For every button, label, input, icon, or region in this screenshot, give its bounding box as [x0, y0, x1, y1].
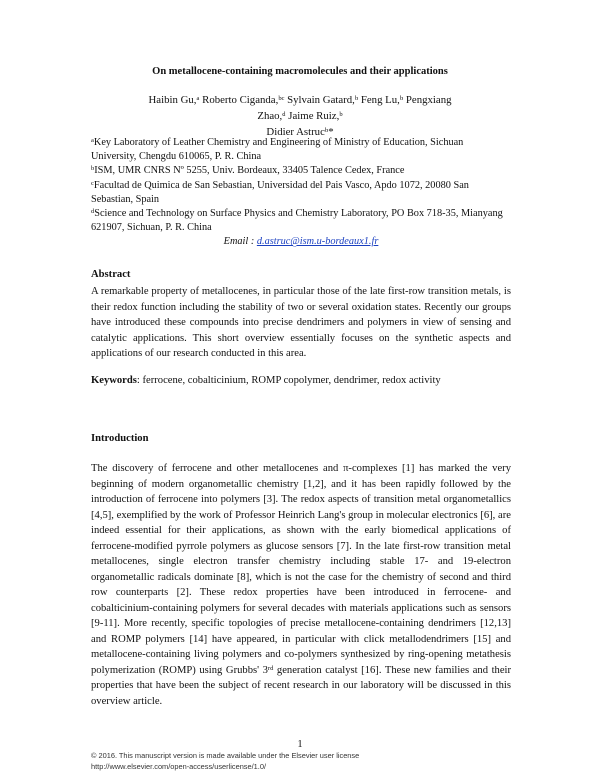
abstract-text: A remarkable property of metallocenes, in particular those of the late first-row transition metals, is their redox function including the stability of two or several oxidation states. Recently our groups have introduced these compounds into precise dendrimers and polymers in view of sensing and catalytic applications. This short overview essentially focuses on the synthetic aspects and applications of our research conducted in this area. — [91, 286, 511, 360]
email-link[interactable]: d.astruc@ism.u-bordeaux1.fr — [256, 236, 379, 248]
affiliation-c: $^c$Facultad de Quimica de San Sebastian, Universidad del Pais Vasco, Apdo 1072, 20080 San Sebastian, Spain — [91, 179, 469, 205]
authors-line-2: Didier Astrucᵇ* — [266, 126, 334, 138]
paper-title: On metallocene-containing macromolecules and their applications — [152, 66, 448, 77]
license-url[interactable]: http://www.elsevier.com/open-access/userlicense/1.0/ — [91, 762, 266, 771]
author-list — [140, 92, 460, 140]
affiliation-d: $^d$Science and Technology on Surface Physics and Chemistry Laboratory, PO Box 718-35, Mianyang 621907, Sichuan, P. R. China — [91, 208, 503, 234]
introduction-heading: Introduction — [91, 433, 149, 444]
license-notice: © 2016. This manuscript version is made available under the Elsevier user license — [91, 751, 360, 760]
keywords-label: Keywords — [91, 375, 137, 386]
page-number: 1 — [297, 739, 303, 750]
affiliations — [91, 136, 511, 250]
abstract-heading: Abstract — [91, 269, 131, 280]
affiliation-b: $^b$ISM, UMR CNRS Nº 5255, Univ. Bordeaux, 33405 Talence Cedex, France — [91, 165, 405, 177]
keywords-list: : ferrocene, cobalticinium, ROMP copolymer, dendrimer, redox activity — [136, 375, 441, 386]
affiliation-a: $^a$Key Laboratory of Leather Chemistry and Engineering of Ministry of Education, Sichuan University, Chengdu 610065, P. R. China — [91, 137, 464, 163]
introduction-text: The discovery of ferrocene and other metallocenes and π-complexes [1] has marked the very beginning of modern organometallic chemistry [1,2], and it has been rapidly followed by the introduction of ferrocene into polymers [3]. The redox aspects of transition metal organometallics [4,5], exemplified by the work of Professor Heinrich Lang's group in molecular electronics [6], are indeed essential for their applications, as shown with the early biomedical applications of ferrocene-modified pyrrole polymers as glucose sensors [7]. In the late first-row transition metal metallocenes, single electron transfer chemistry including stable 17- and 19-electron organometallic radicals dominate [8], which is not the case for the chemistry of second and third row counterparts [2]. These redox properties have been introduced in ferrocene- and cobalticinium-containing polymers for several decades with materials applications such as sensors [9-11]. More recently, specific topologies of precise metallocene-containing dendrimers [12,13] and ROMP polymers [14] have appeared, in particular with click metallodendrimers [15] and metallocene-containing living polymers and co-polymers synthesized by ring-opening metathesis polymerization (ROMP) using Grubbs' 3rd generation catalyst [16]. These new families and their properties that have been the subject of recent research in our laboratory will be discussed in this overview article. — [91, 463, 511, 707]
authors-line-1: Haibin Gu,ᵃ Roberto Ciganda,ᵇᶜ Sylvain Gatard,ᵇ Feng Lu,ᵇ Pengxiang Zhao,ᵈ Jaime Ruiz,ᵇ — [148, 94, 452, 122]
license-footer — [91, 750, 359, 772]
keywords — [91, 375, 511, 386]
email-line: Email : d.astruc@ism.u-bordeaux1.fr — [223, 236, 379, 248]
